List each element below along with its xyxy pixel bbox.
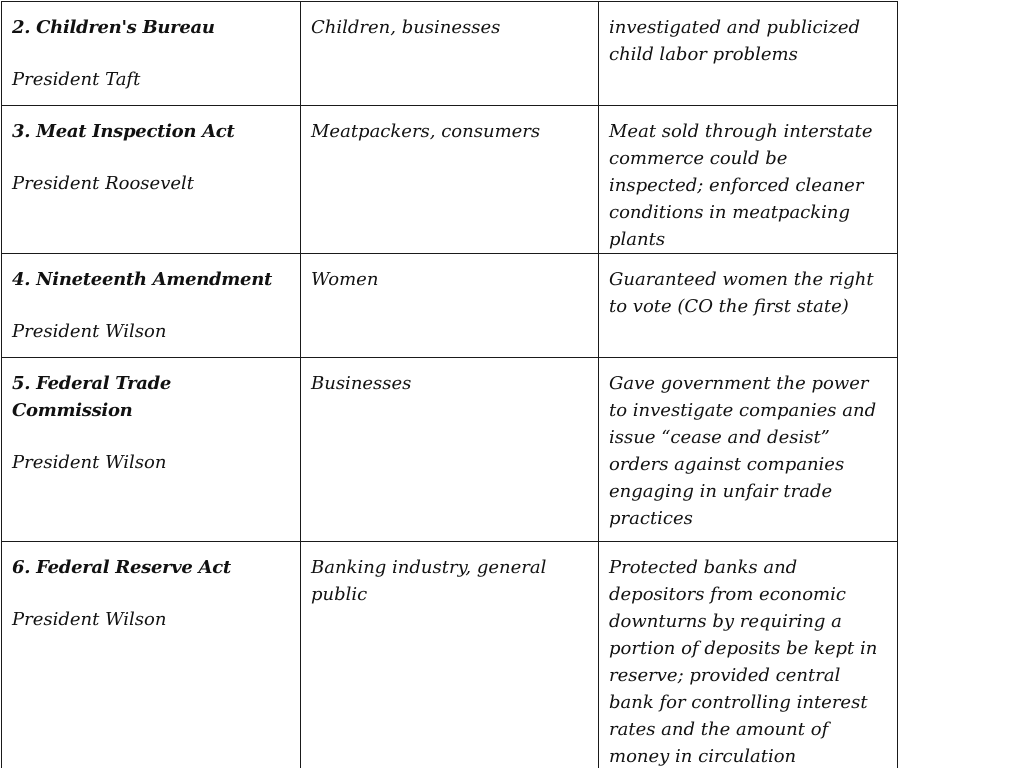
reform-cell bbox=[2, 542, 301, 768]
description-cell: investigated and publicized child labor problems bbox=[599, 2, 898, 106]
affected-groups-cell: Women bbox=[301, 254, 599, 358]
reform-president: President Wilson bbox=[12, 452, 167, 473]
table-row bbox=[2, 542, 898, 768]
description-cell: Meat sold through interstate commerce could be inspected; enforced cleaner conditions in meatpacking plants bbox=[599, 106, 898, 254]
table-row bbox=[2, 254, 898, 358]
reform-title: 6. Federal Reserve Act bbox=[12, 557, 231, 578]
reform-cell bbox=[2, 358, 301, 542]
affected-groups-cell: Banking industry, general public bbox=[301, 542, 599, 768]
reform-title: 2. Children's Bureau bbox=[12, 17, 215, 38]
description-cell: Protected banks and depositors from economic downturns by requiring a portion of deposits be kept in reserve; provided central bank for controlling interest rates and the amount of money in circulation bbox=[599, 542, 898, 768]
reform-president: President Wilson bbox=[12, 609, 167, 630]
reform-cell bbox=[2, 2, 301, 106]
table-row bbox=[2, 2, 898, 106]
table-row bbox=[2, 106, 898, 254]
reform-title: 4. Nineteenth Amendment bbox=[12, 269, 272, 290]
affected-groups-cell: Children, businesses bbox=[301, 2, 599, 106]
reform-president: President Wilson bbox=[12, 321, 167, 342]
reform-president: President Taft bbox=[12, 69, 141, 90]
table-row bbox=[2, 358, 898, 542]
description-cell: Gave government the power to investigate companies and issue “cease and desist” orders against companies engaging in unfair trade practices bbox=[599, 358, 898, 542]
progressive-reforms-table bbox=[1, 1, 898, 768]
reform-cell bbox=[2, 254, 301, 358]
affected-groups-cell: Meatpackers, consumers bbox=[301, 106, 599, 254]
description-cell: Guaranteed women the right to vote (CO the first state) bbox=[599, 254, 898, 358]
reform-title: 3. Meat Inspection Act bbox=[12, 121, 235, 142]
reform-title: 5. Federal Trade Commission bbox=[12, 373, 172, 421]
reform-cell bbox=[2, 106, 301, 254]
affected-groups-cell: Businesses bbox=[301, 358, 599, 542]
reform-president: President Roosevelt bbox=[12, 173, 195, 194]
